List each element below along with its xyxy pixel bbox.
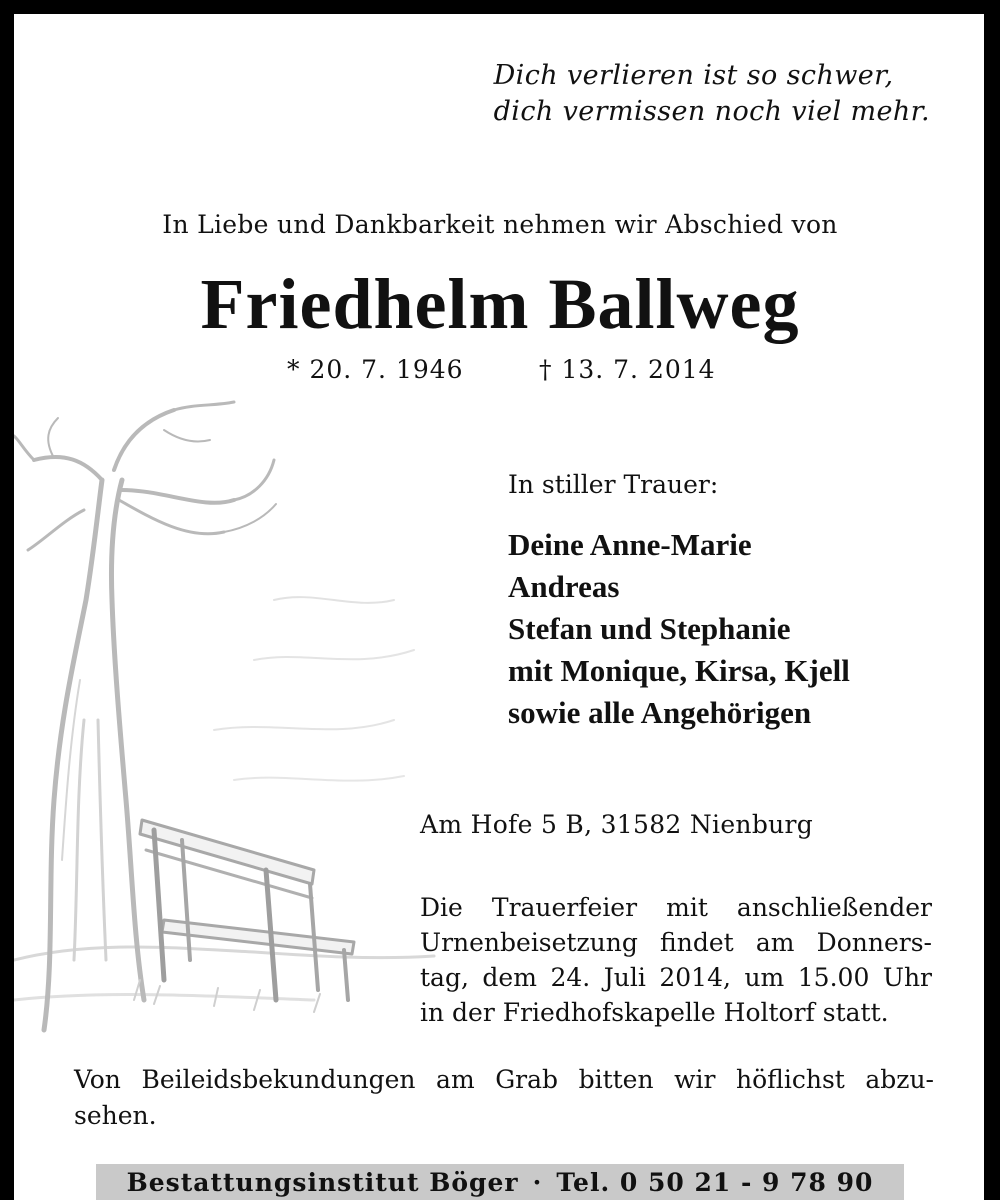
motto-line-1: Dich verlieren ist so schwer, — [493, 60, 894, 91]
motto-quote — [494, 58, 930, 130]
mourners-list — [508, 524, 850, 734]
motto-line-2: dich vermissen noch viel mehr. — [493, 96, 930, 127]
funeral-home-phone: Tel. 0 50 21 - 9 78 90 — [556, 1167, 874, 1197]
mourner-name: mit Monique, Kirsa, Kjell — [508, 653, 850, 688]
funeral-home-footer — [96, 1164, 904, 1200]
death-date: † 13. 7. 2014 — [539, 355, 716, 384]
mourner-name: Stefan und Stephanie — [508, 611, 791, 646]
funeral-home-name: Bestattungsinstitut Böger — [126, 1167, 519, 1197]
address: Am Hofe 5 B, 31582 Nienburg — [420, 810, 814, 839]
ceremony-line: in der Friedhofskapelle Holtorf statt. — [420, 998, 889, 1027]
mourner-name: Deine Anne-Marie — [508, 527, 752, 562]
mourner-name: Andreas — [508, 569, 620, 604]
ceremony-line: tag, dem 24. Juli 2014, um 15.00 Uhr — [420, 963, 932, 992]
ceremony-line: Die Trauerfeier mit anschließender — [420, 893, 932, 922]
ceremony-notice — [420, 890, 932, 1030]
condolence-request — [74, 1062, 934, 1134]
birth-date: * 20. 7. 1946 — [287, 355, 464, 384]
request-line-2: sehen. — [74, 1101, 157, 1130]
footer-separator: · — [532, 1167, 543, 1197]
intro-text: In Liebe und Dankbarkeit nehmen wir Abschied von — [162, 210, 838, 239]
deceased-name: Friedhelm Ballweg — [200, 264, 800, 344]
ceremony-line: Urnenbeisetzung findet am Donners- — [420, 928, 932, 957]
mourner-name: sowie alle Angehörigen — [508, 695, 812, 730]
mourning-label: In stiller Trauer: — [508, 470, 719, 499]
request-line-1: Von Beileidsbekundungen am Grab bitten wir höflichst abzu- — [74, 1065, 934, 1094]
tree-and-bench-sketch-icon — [14, 400, 484, 1040]
